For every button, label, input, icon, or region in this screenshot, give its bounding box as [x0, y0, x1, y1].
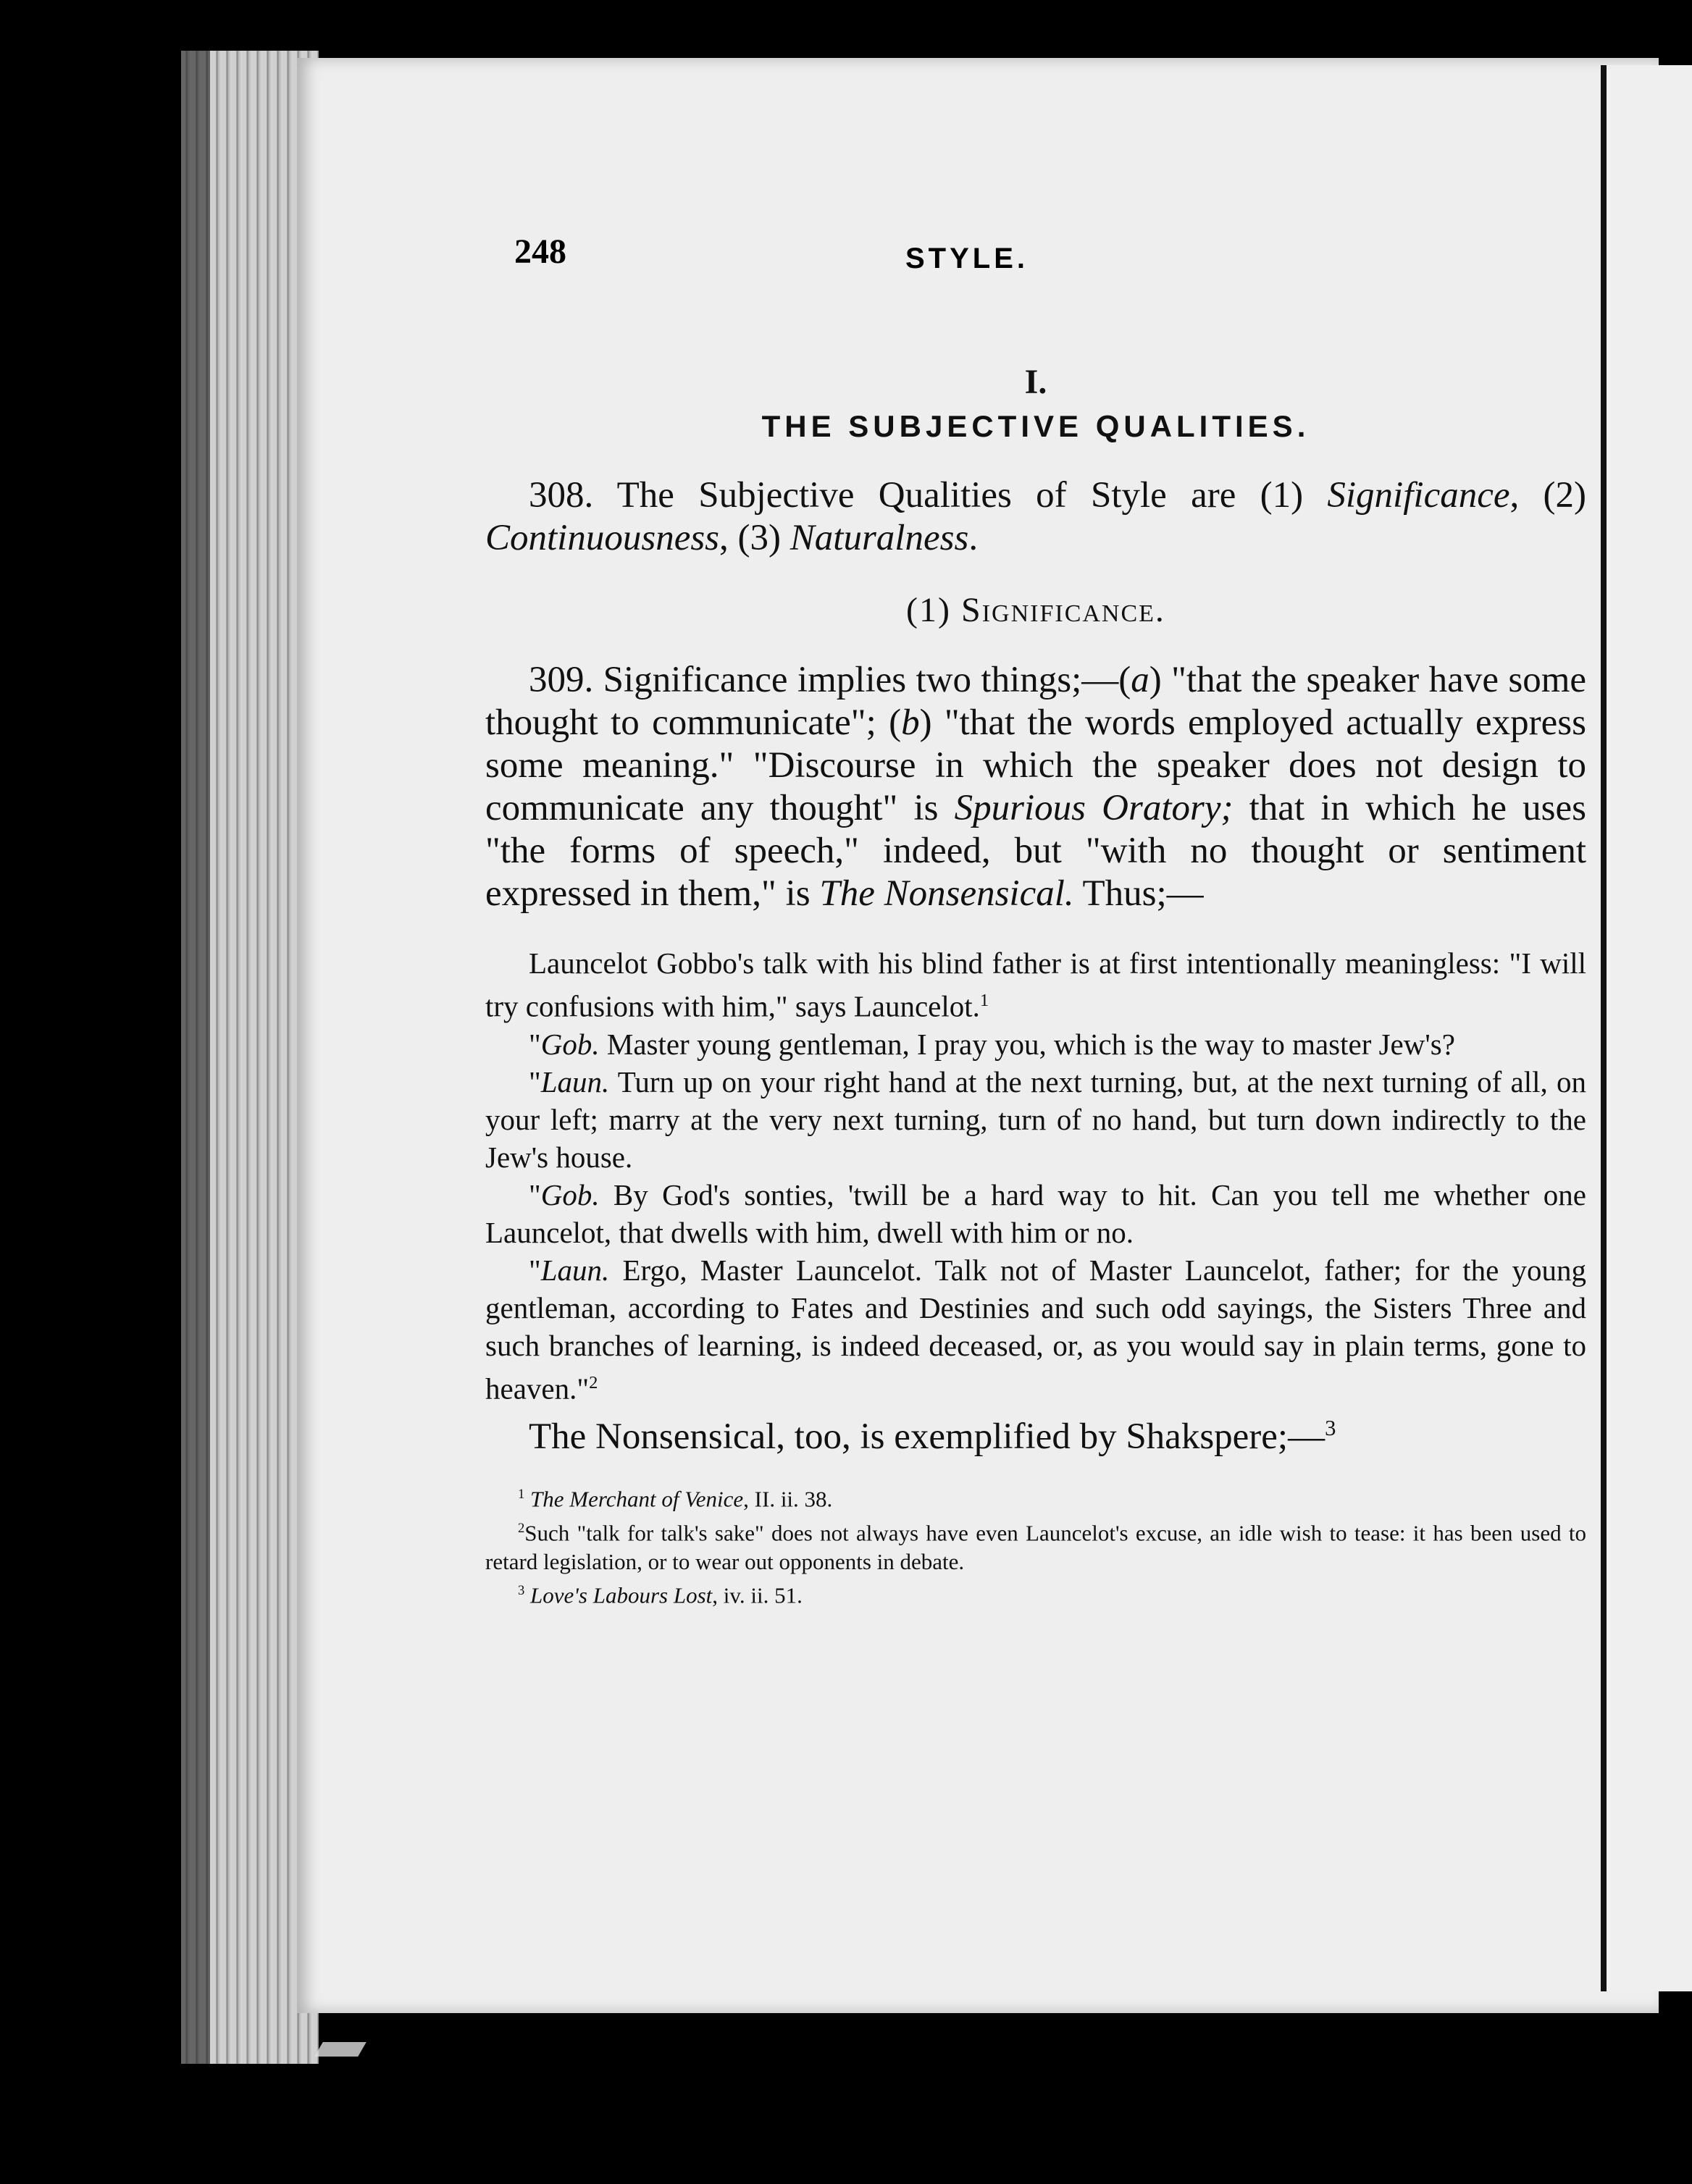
scan-artifact	[314, 2042, 367, 2057]
speaker-name: Laun.	[540, 1253, 610, 1287]
footnote-reference: , iv. ii. 51.	[712, 1582, 803, 1608]
item-letter-b: b	[901, 702, 920, 743]
quote-mark: "	[529, 1064, 541, 1099]
quote-mark: "	[529, 1177, 541, 1211]
paragraph-309	[485, 659, 1586, 915]
paragraph-text: ) "that the speaker have some thought to communicate"; (	[485, 660, 1587, 743]
paragraph-text: that in which he uses "the forms of speech," indeed, but "with no thought or sentiment expressed in them," is	[485, 788, 1586, 914]
footnote-3	[485, 1576, 1586, 1610]
term-significance: Significance	[1327, 475, 1510, 516]
subheading: (1) Significance.	[906, 591, 1165, 629]
footnote-mark: 2	[518, 1520, 525, 1536]
term-continuousness: Continuousness	[485, 518, 720, 558]
example-intro	[485, 944, 1586, 1025]
term-spurious-oratory: Spurious Oratory;	[954, 788, 1234, 828]
separator: , (3)	[719, 518, 790, 558]
book-page	[297, 58, 1659, 2013]
term-nonsensical: The Nonsensical.	[819, 873, 1074, 914]
paragraph-308	[485, 474, 1586, 560]
example-intro-text: Launcelot Gobbo's talk with his blind father is at first intentionally meaningless: "I will try confusions with him," says Launcelot.	[485, 946, 1586, 1023]
paragraph-number: 309.	[529, 660, 594, 700]
paragraph-end: .	[968, 518, 979, 558]
footnote-1	[485, 1480, 1586, 1513]
footnote-ref: 1	[979, 991, 989, 1010]
paragraph-text: The Subjective Qualities of Style are (1)	[616, 475, 1328, 516]
quote-mark: "	[529, 1253, 541, 1287]
speaker-name: Gob.	[540, 1177, 600, 1211]
term-naturalness: Naturalness	[790, 518, 969, 558]
footnote-mark: 1	[518, 1487, 525, 1503]
closing-text: The Nonsensical, too, is exemplified by Shakspere;—	[529, 1416, 1325, 1458]
page-content	[485, 362, 1586, 1610]
paragraph-text: Thus;—	[1073, 873, 1204, 914]
paragraph-text: ) "that the words employed actually express some meaning." "Discourse in which the speaker does not design to communicate any thought" is	[485, 702, 1586, 828]
dialogue-text: Turn up on your right hand at the next turning, but, at the next turning of all, on your left; marry at the very next turning, turn of no hand, but turn down indirectly to the Jew's house.	[485, 1064, 1586, 1174]
footnote-ref: 3	[1325, 1416, 1336, 1441]
dialogue-text: Master young gentleman, I pray you, which is the way to master Jew's?	[599, 1027, 1455, 1061]
dialogue-line	[485, 1025, 1586, 1063]
running-head: STYLE.	[905, 243, 1029, 274]
speaker-name: Laun.	[540, 1064, 610, 1099]
page-header	[297, 181, 1659, 274]
speaker-name: Gob.	[540, 1027, 600, 1061]
dialogue-line	[485, 1251, 1586, 1408]
footnotes	[485, 1480, 1586, 1610]
item-letter-a: a	[1131, 660, 1149, 700]
dialogue-line	[485, 1176, 1586, 1251]
footnote-ref: 2	[589, 1372, 598, 1393]
footnote-source-title: The Merchant of Venice	[530, 1486, 744, 1512]
closing-sentence	[485, 1407, 1586, 1458]
footnote-2	[485, 1514, 1586, 1576]
quote-mark: "	[529, 1027, 541, 1061]
footnote-mark: 3	[518, 1582, 525, 1598]
footnote-text: Such "talk for talk's sake" does not always have even Launcelot's excuse, an idle wish to tease: it has been used to retard legislation, or to wear out opponents in debate.	[485, 1519, 1586, 1574]
dialogue-text: By God's sonties, 'twill be a hard way to hit. Can you tell me whether one Launcelot, that dwells with him, dwell with him or no.	[485, 1177, 1586, 1249]
footnote-source-title: Love's Labours Lost	[530, 1582, 713, 1608]
page-number: 248	[514, 232, 566, 271]
paragraph-text: Significance implies two things;—(	[603, 660, 1131, 700]
dialogue-line	[485, 1063, 1586, 1176]
footnote-reference: , II. ii. 38.	[743, 1486, 833, 1512]
separator: , (2)	[1509, 475, 1586, 516]
facing-page-edge	[1601, 65, 1692, 1991]
book-spine-shadow	[181, 51, 210, 2064]
section-title: THE SUBJECTIVE QUALITIES.	[761, 409, 1310, 443]
part-number: I.	[1024, 363, 1047, 401]
dialogue-text: Ergo, Master Launcelot. Talk not of Master Launcelot, father; for the young gentleman, according to Fates and Destinies and such odd sayings, the Sisters Three and such branches of learning, is indeed deceased, or, as you would say in plain terms, gone to heaven."	[485, 1253, 1586, 1406]
paragraph-number: 308.	[529, 475, 594, 516]
